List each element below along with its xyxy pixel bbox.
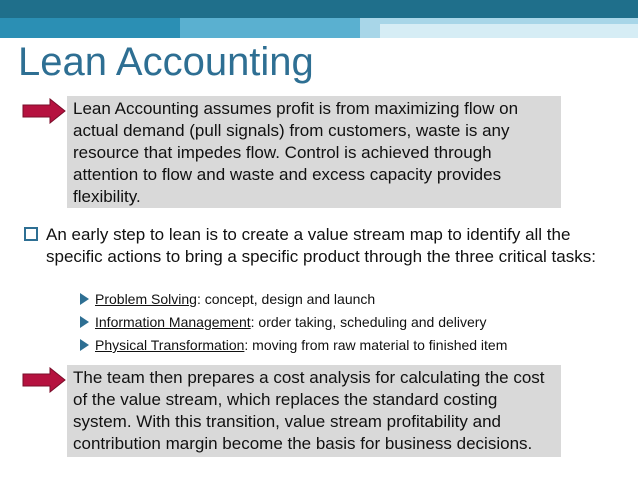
arrow-right-icon [22,98,66,124]
highlight-box-lean-accounting: Lean Accounting assumes profit is from maximizing flow on actual demand (pull signals) from customers, waste is any resource that impedes flow. Control is achieved through attention to flow and waste and excess capacity provides flexibility. [67,96,561,208]
arrow-right-icon [22,367,66,393]
sub-item-desc: : order taking, scheduling and delivery [250,314,487,330]
highlight-box-cost-analysis: The team then prepares a cost analysis for calculating the cost of the value stream, which replaces the standard costing system. With this transition, value stream profitability and contribution margin become the basis for business decisions. [67,365,561,457]
sub-item-problem-solving [80,290,630,308]
sub-item-physical-transformation [80,336,630,354]
bullet-text: An early step to lean is to create a value stream map to identify all the specific actions to bring a specific product through the three critical tasks: [46,225,596,266]
slide-title: Lean Accounting [18,40,314,84]
sub-item-information-management [80,313,630,331]
checkbox-bullet-icon [24,227,38,241]
header-segment [380,24,638,38]
sub-item-desc: : moving from raw material to finished item [244,337,508,353]
header-segment [180,18,360,38]
sub-item-term: Physical Transformation [95,337,245,353]
triangle-bullet-icon [80,339,89,351]
header-segment [0,18,180,38]
triangle-bullet-icon [80,293,89,305]
header-band [0,0,638,18]
sub-item-desc: : concept, design and launch [196,291,376,307]
sub-item-term: Information Management [95,314,251,330]
sub-item-term: Problem Solving [95,291,197,307]
triangle-bullet-icon [80,316,89,328]
